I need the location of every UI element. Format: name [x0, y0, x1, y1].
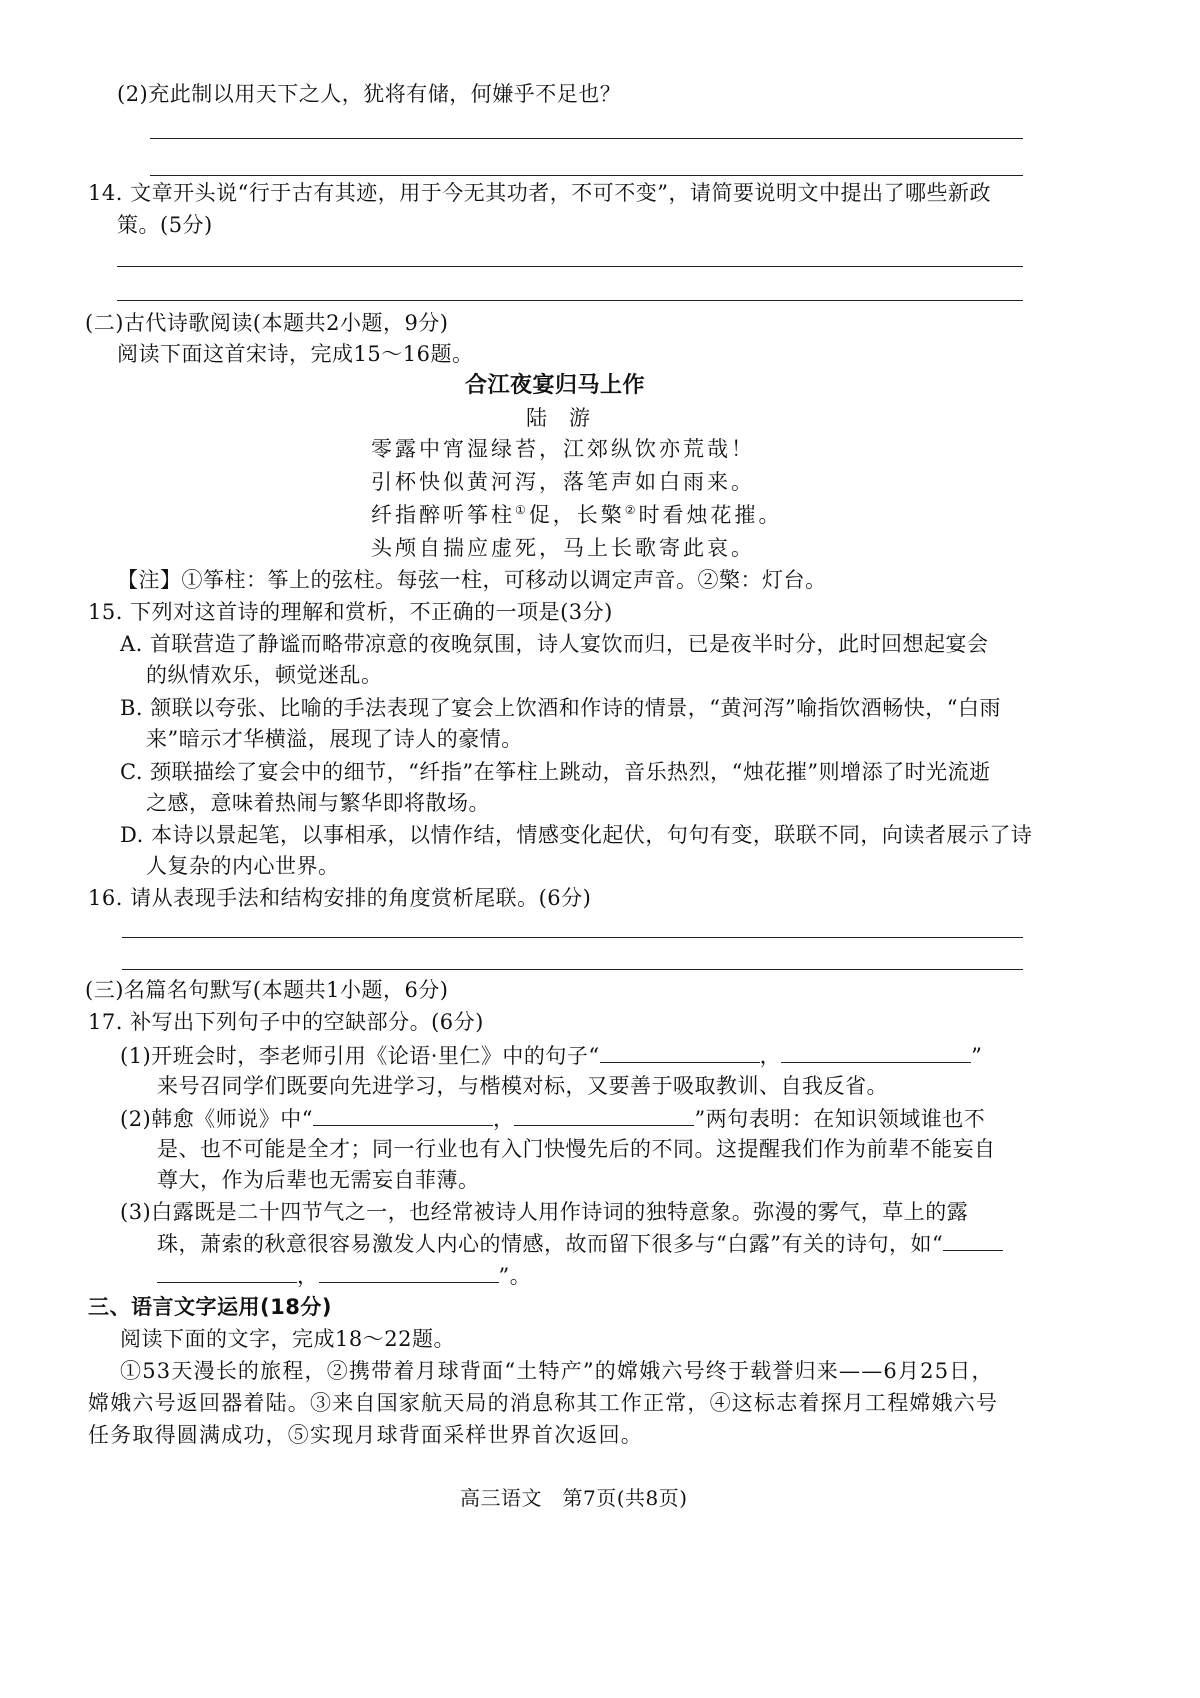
poem-line-3-part3: 时看烛花摧。 [638, 503, 783, 527]
q17-item2-line3: 尊大，作为后辈也无需妄自菲薄。 [157, 1168, 480, 1192]
q15-option-c-line1: C. 颈联描绘了宴会中的细节，“纤指”在筝柱上跳动，音乐热烈，“烛花摧”则增添了时光流逝 [120, 760, 991, 784]
q17-item2-text: (2)韩愈《师说》中“ [120, 1107, 313, 1131]
q17-stem: 17. 补写出下列句子中的空缺部分。(6分) [88, 1010, 484, 1034]
part-instruction: 阅读下面的文字，完成18～22题。 [120, 1327, 455, 1351]
q17-item3-text: 珠，萧索的秋意很容易激发人内心的情感，故而留下很多与“白露”有关的诗句，如“ [157, 1232, 944, 1256]
footnote-mark-2: ② [624, 503, 639, 517]
fill-blank[interactable] [514, 1103, 694, 1126]
q14-stem-line1: 14. 文章开头说“行于古有其迹，用于今无其功者，不可不变”，请简要说明文中提出了哪些新政 [88, 181, 992, 205]
poem-line-4: 头颅自揣应虚死，马上长歌寄此哀。 [371, 536, 755, 560]
fill-blank[interactable] [781, 1040, 971, 1063]
answer-line[interactable] [122, 969, 1023, 970]
poem-title: 合江夜宴归马上作 [465, 373, 646, 398]
quote-close: ”。 [498, 1264, 532, 1288]
q15-option-b-line2: 来”暗示才华横溢，展现了诗人的豪情。 [146, 727, 523, 751]
q17-item3-line3 [157, 1260, 531, 1291]
passage-line-1: ①53天漫长的旅程，②携带着月球背面“土特产”的嫦娥六号终于载誉归来——6月25日， [120, 1359, 994, 1383]
q14-stem-line2: 策。(5分) [117, 213, 213, 237]
q17-item2-line2: 是、也不可能是全才；同一行业也有入门快慢先后的不同。这提醒我们作为前辈不能妄自 [157, 1137, 996, 1161]
answer-line[interactable] [122, 937, 1023, 938]
poem-note: 【注】①筝柱：筝上的弦柱。每弦一柱，可移动以调定声音。②檠：灯台。 [117, 568, 827, 592]
poem-line-1: 零露中宵湿绿苔，江郊纵饮亦荒哉！ [371, 437, 755, 461]
answer-line[interactable] [117, 266, 1023, 267]
poem-line-3 [371, 500, 783, 530]
q17-item3-line1: (3)白露既是二十四节气之一，也经常被诗人用作诗词的独特意象。弥漫的雾气，草上的露 [120, 1200, 969, 1224]
poem-line-2: 引杯快似黄河泻，落笔声如白雨来。 [371, 470, 755, 494]
comma: ， [297, 1264, 319, 1288]
fill-blank[interactable] [319, 1260, 499, 1283]
q17-item3-line2 [157, 1228, 1003, 1259]
q17-item1-line2: 来号召同学们既要向先进学习，与楷模对标，又要善于吸取教训、自我反省。 [157, 1074, 888, 1098]
fill-blank[interactable] [600, 1040, 760, 1063]
q15-option-a-line2: 的纵情欢乐，顿觉迷乱。 [146, 663, 383, 687]
fill-blank[interactable] [943, 1228, 1003, 1251]
answer-line[interactable] [117, 300, 1023, 301]
poem-line-3-part2: 促，长檠 [528, 503, 625, 527]
q17-item1-text: (1)开班会时，李老师引用《论语·里仁》中的句子“ [120, 1044, 600, 1068]
passage-line-2: 嫦娥六号返回器着陆。③来自国家航天局的消息称其工作正常，④这标志着探月工程嫦娥六号 [88, 1391, 999, 1415]
fill-blank[interactable] [157, 1260, 297, 1283]
footnote-mark-1: ① [515, 503, 529, 517]
poem-line-3-part1: 纤指醉听筝柱 [371, 503, 515, 527]
passage-line-3: 任务取得圆满成功，⑤实现月球背面采样世界首次返回。 [88, 1423, 643, 1447]
q17-item2-text-end: ”两句表明：在知识领域谁也不 [694, 1107, 986, 1131]
q15-option-b-line1: B. 颔联以夸张、比喻的手法表现了宴会上饮酒和作诗的情景，“黄河泻”喻指饮酒畅快，“白雨 [120, 696, 1001, 720]
q15-option-d-line1: D. 本诗以景起笔，以事相承，以情作结，情感变化起伏，句句有变，联联不同，向读者展示了诗 [120, 823, 1033, 847]
answer-line[interactable] [150, 138, 1023, 139]
poem-author: 陆 游 [526, 406, 591, 430]
comma: ， [492, 1107, 515, 1131]
q17-item2-line1 [120, 1103, 985, 1134]
q15-option-c-line2: 之感，意味着热闹与繁华即将散场。 [146, 791, 490, 815]
section-heading-dictation: (三)名篇名句默写(本题共1小题，6分) [85, 978, 449, 1002]
q15-option-d-line2: 人复杂的内心世界。 [146, 854, 340, 878]
comma: ， [759, 1044, 782, 1068]
section-heading-poetry: (二)古代诗歌阅读(本题共2小题，9分) [85, 311, 449, 335]
q17-item1-line1 [120, 1040, 982, 1071]
quote-close: ” [971, 1044, 983, 1068]
q15-stem: 15. 下列对这首诗的理解和赏析，不正确的一项是(3分) [88, 600, 613, 624]
page-footer: 高三语文 第7页(共8页) [460, 1486, 688, 1510]
part-heading-language-use: 三、语言文字运用(18分) [88, 1295, 332, 1319]
q15-option-a-line1: A. 首联营造了静谧而略带凉意的夜晚氛围，诗人宴饮而归，已是夜半时分，此时回想起宴会 [120, 632, 989, 656]
q13-item2: (2)充此制以用天下之人，犹将有储，何嫌乎不足也？ [117, 82, 622, 106]
answer-line[interactable] [150, 175, 1023, 176]
q16-stem: 16. 请从表现手法和结构安排的角度赏析尾联。(6分) [88, 886, 592, 910]
fill-blank[interactable] [313, 1103, 493, 1126]
section-instruction-poetry: 阅读下面这首宋诗，完成15～16题。 [117, 342, 474, 366]
